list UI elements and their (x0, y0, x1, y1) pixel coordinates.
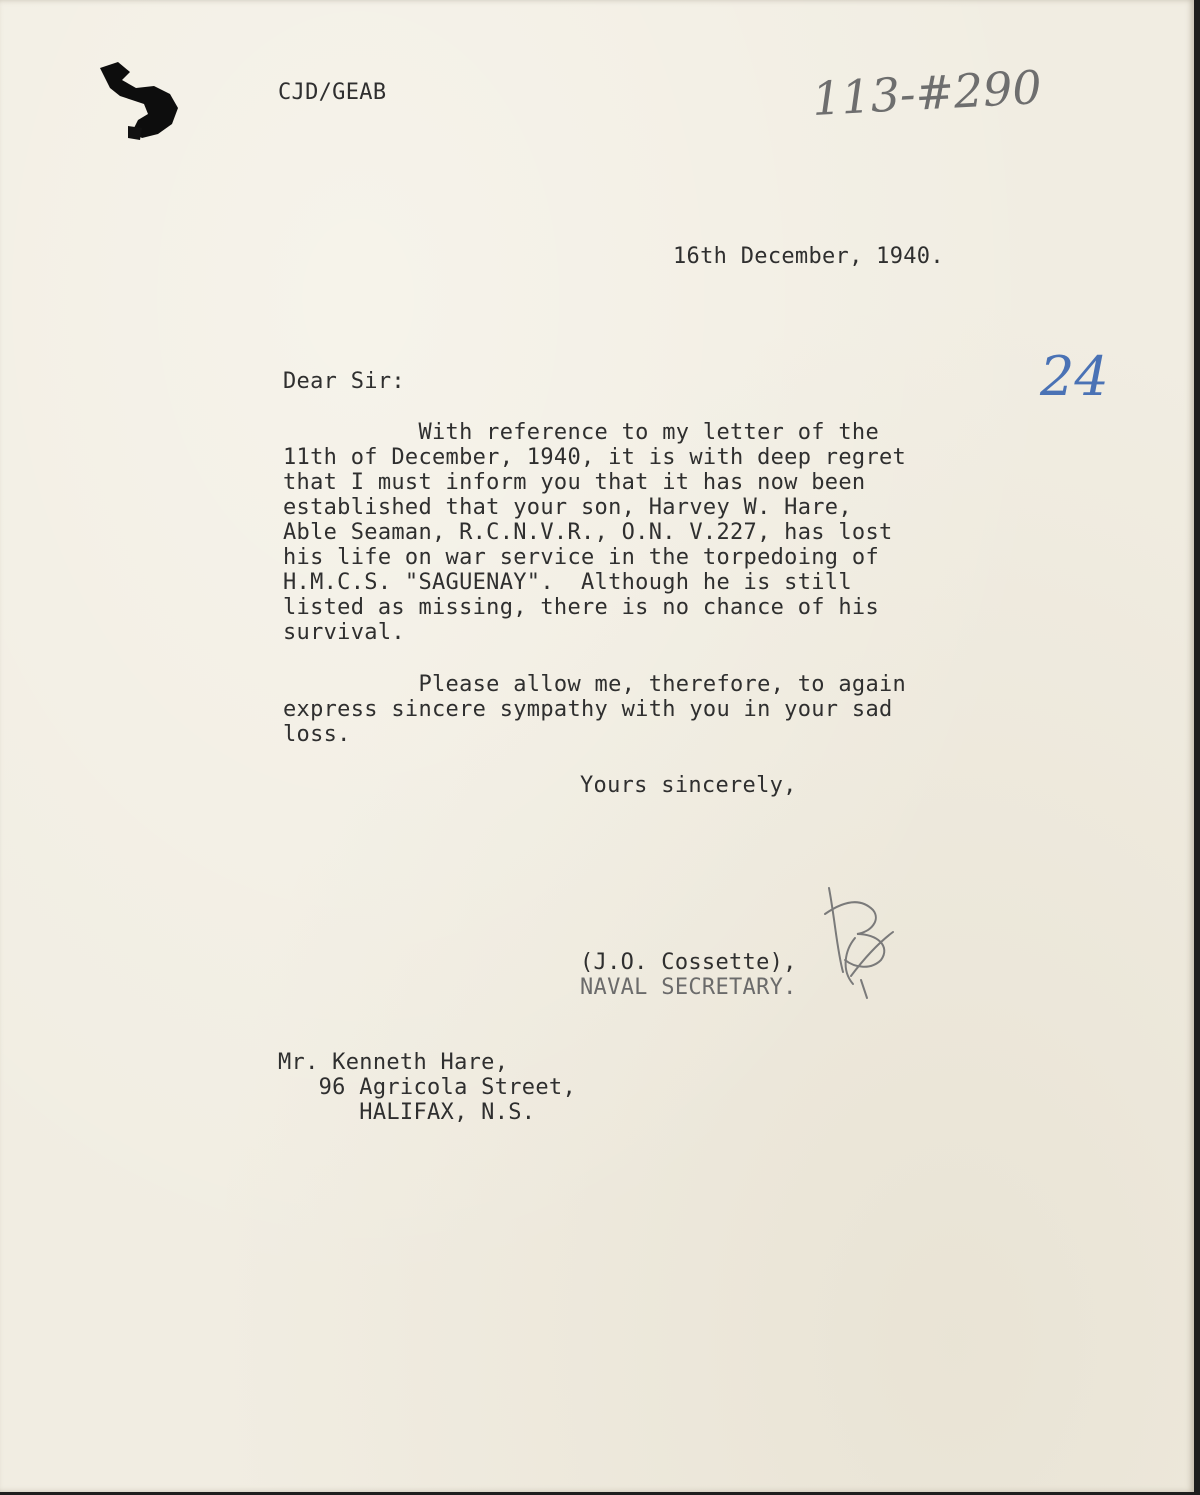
page-number-handwritten: 24 (1040, 345, 1109, 408)
letter-date: 16th December, 1940. (673, 244, 944, 269)
text-line: loss. (283, 722, 351, 747)
text-line: listed as missing, there is no chance of his (283, 595, 879, 620)
text-line: that I must inform you that it has now been (283, 470, 866, 495)
closing: Yours sincerely, (580, 773, 797, 798)
addressee-line: HALIFAX, N.S. (278, 1100, 536, 1125)
text-line: 11th of December, 1940, it is with deep regret (283, 445, 907, 470)
page-edge (1194, 0, 1200, 1495)
punch-hole-mark (92, 58, 192, 148)
signatory-title: NAVAL SECRETARY. (580, 975, 797, 1000)
file-number-handwritten: 113-#290 (810, 60, 1043, 126)
signatory-name: (J.O. Cossette), (580, 950, 797, 975)
addressee-line: Mr. Kenneth Hare, (278, 1050, 509, 1075)
text-line: H.M.C.S. "SAGUENAY". Although he is still (283, 570, 852, 595)
text-line: established that your son, Harvey W. Hare, (283, 495, 852, 520)
reference-code: CJD/GEAB (278, 80, 387, 105)
text-line: express sincere sympathy with you in your sad (283, 697, 893, 722)
addressee-line: 96 Agricola Street, (278, 1075, 576, 1100)
text-line: Able Seaman, R.C.N.V.R., O.N. V.227, has lost (283, 520, 893, 545)
text-line: his life on war service in the torpedoing of (283, 545, 879, 570)
text-line: With reference to my letter of the (283, 420, 879, 445)
signature-initials (815, 880, 905, 1000)
salutation: Dear Sir: (283, 369, 405, 394)
text-line: survival. (283, 620, 405, 645)
text-line: Please allow me, therefore, to again (283, 672, 907, 697)
